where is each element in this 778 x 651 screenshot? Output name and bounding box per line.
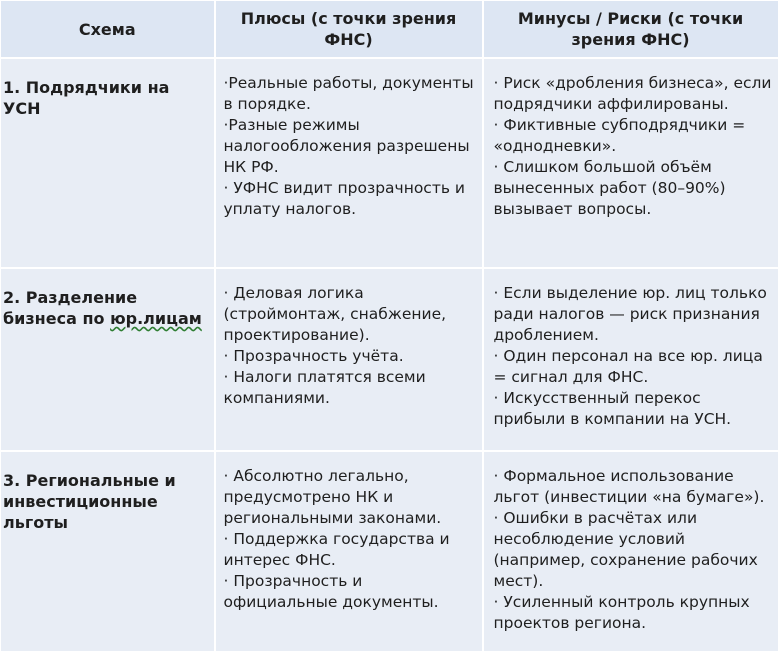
pros-item: · Поддержка государства и интерес ФНС.: [223, 530, 450, 569]
pros-cell: [215, 268, 483, 451]
table-row: [1, 58, 778, 268]
pros-cell: [215, 58, 483, 268]
cons-cell: [483, 451, 778, 651]
cons-item: · Усиленный контроль крупных проектов региона.: [493, 593, 750, 632]
cons-cell: [483, 58, 778, 268]
pros-item: · Прозрачность и официальные документы.: [223, 572, 439, 611]
cons-item: · Формальное использование льгот (инвестиции «на бумаге»).: [493, 467, 765, 506]
pros-item: · Прозрачность учёта.: [223, 347, 404, 365]
header-scheme: Схема: [1, 1, 215, 59]
header-pros: Плюсы (с точки зрения ФНС): [215, 1, 483, 59]
pros-cell: [215, 451, 483, 651]
cons-item: · Если выделение юр. лиц только ради налогов — риск признания дроблением.: [493, 284, 767, 344]
scheme-cell: 3. Региональные и инвестиционные льготы: [1, 451, 215, 651]
pros-item: · УФНС видит прозрачность и уплату налогов.: [223, 179, 465, 218]
pros-item: · Налоги платятся всеми компаниями.: [223, 368, 426, 407]
scheme-cell: 1. Подрядчики на УСН: [1, 58, 215, 268]
cons-item: · Слишком большой объём вынесенных работ (80–90%) вызывает вопросы.: [493, 158, 726, 218]
cons-item: · Риск «дробления бизнеса», если подрядчики аффилированы.: [493, 74, 772, 113]
cons-item: · Искусственный перекос прибыли в компании на УСН.: [493, 389, 732, 428]
cons-cell: [483, 268, 778, 451]
spellcheck-underlined-word: юр.лицам: [110, 309, 202, 328]
cons-item: · Ошибки в расчётах или несоблюдение условий (например, сохранение рабочих мест).: [493, 509, 758, 590]
header-cons: Минусы / Риски (с точки зрения ФНС): [483, 1, 778, 59]
header-row: [1, 1, 778, 59]
pros-item: · Деловая логика (строймонтаж, снабжение, проектирование).: [223, 284, 447, 344]
scheme-cell: [1, 268, 215, 451]
cons-item: · Один персонал на все юр. лица = сигнал для ФНС.: [493, 347, 763, 386]
pros-item: ·Реальные работы, документы в порядке.: [223, 74, 474, 113]
table-row: [1, 268, 778, 451]
pros-item: ·Разные режимы налогообложения разрешены НК РФ.: [223, 116, 470, 176]
table-row: [1, 451, 778, 651]
scheme-text: 2. Разделение бизнеса по: [3, 288, 138, 328]
cons-item: · Фиктивные субподрядчики = «однодневки».: [493, 116, 746, 155]
pros-item: · Абсолютно легально, предусмотрено НК и региональными законами.: [223, 467, 442, 527]
